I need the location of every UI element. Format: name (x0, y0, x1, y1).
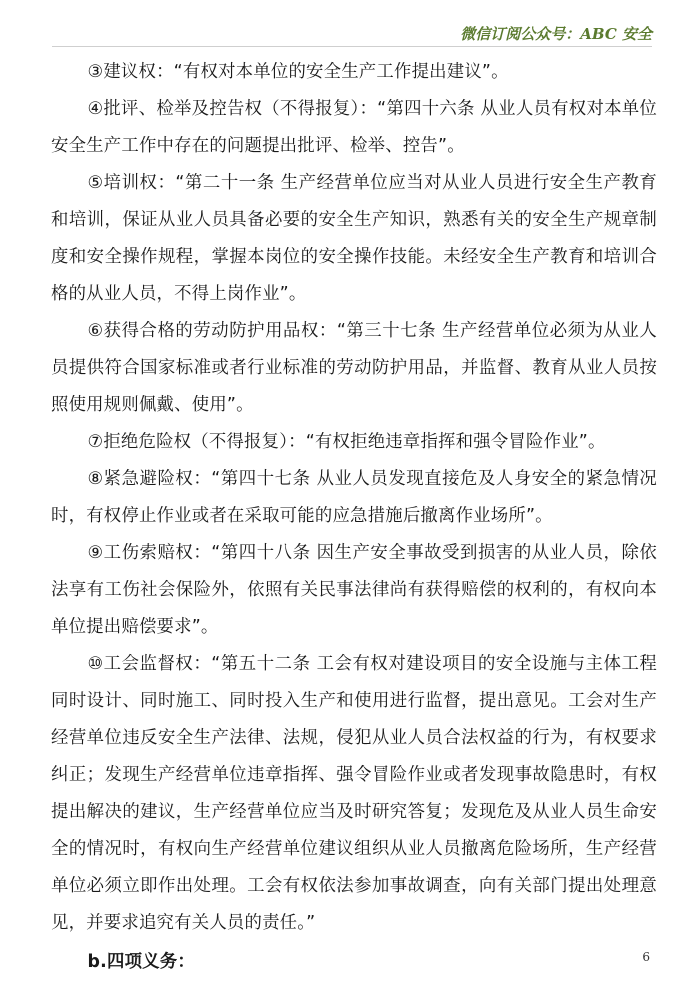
page-number: 6 (642, 950, 650, 964)
paragraph-right-to-suggest: ③建议权：“有权对本单位的安全生产工作提出建议”。 (87, 62, 509, 82)
paragraph-right-to-protective-equipment: ⑥获得合格的劳动防护用品权：“第三十七条 生产经营单位必须为从业人员提供符合国家标准或者行业标准的劳动防护用品，并监督、教育从业人员按照使用规则佩戴、使用”。 (51, 321, 657, 415)
section-heading-obligations: b.四项义务： (87, 952, 195, 972)
document-body (51, 54, 657, 981)
paragraph-right-to-emergency-evacuation: ⑧紧急避险权：“第四十七条 从业人员发现直接危及人身安全的紧急情况时，有权停止作业或者在采取可能的应急措施后撤离作业场所”。 (51, 469, 657, 526)
paragraph-right-to-compensation: ⑨工伤索赔权：“第四十八条 因生产安全事故受到损害的从业人员，除依法享有工伤社会保险外，依照有关民事法律尚有获得赔偿的权利的，有权向本单位提出赔偿要求”。 (51, 543, 657, 637)
paragraph-right-to-training: ⑤培训权：“第二十一条 生产经营单位应当对从业人员进行安全生产教育和培训，保证从业人员具备必要的安全生产知识，熟悉有关的安全生产规章制度和安全操作规程，掌握本岗位的安全操作技能。未经安全生产教育和培训合格的从业人员，不得上岗作业”。 (51, 173, 657, 304)
paragraph-union-supervision: ⑩工会监督权：“第五十二条 工会有权对建设项目的安全设施与主体工程同时设计、同时施工、同时投入生产和使用进行监督，提出意见。工会对生产经营单位违反安全生产法律、法规，侵犯从业人员合法权益的行为，有权要求纠正；发现生产经营单位违章指挥、强令冒险作业或者发现事故隐患时，有权提出解决的建议，生产经营单位应当及时研究答复；发现危及从业人员生命安全的情况时，有权向生产经营单位建议组织从业人员撤离危险场所，生产经营单位必须立即作出处理。工会有权依法参加事故调查，向有关部门提出处理意见，并要求追究有关人员的责任。” (51, 654, 657, 933)
header-watermark-note: 微信订阅公众号：ABC 安全 (460, 25, 652, 43)
paragraph-right-to-refuse-danger: ⑦拒绝危险权（不得报复）：“有权拒绝违章指挥和强令冒险作业”。 (87, 432, 606, 452)
header-divider (52, 46, 652, 47)
paragraph-right-to-criticize: ④批评、检举及控告权（不得报复）：“第四十六条 从业人员有权对本单位安全生产工作中存在的问题提出批评、检举、控告”。 (51, 99, 657, 156)
